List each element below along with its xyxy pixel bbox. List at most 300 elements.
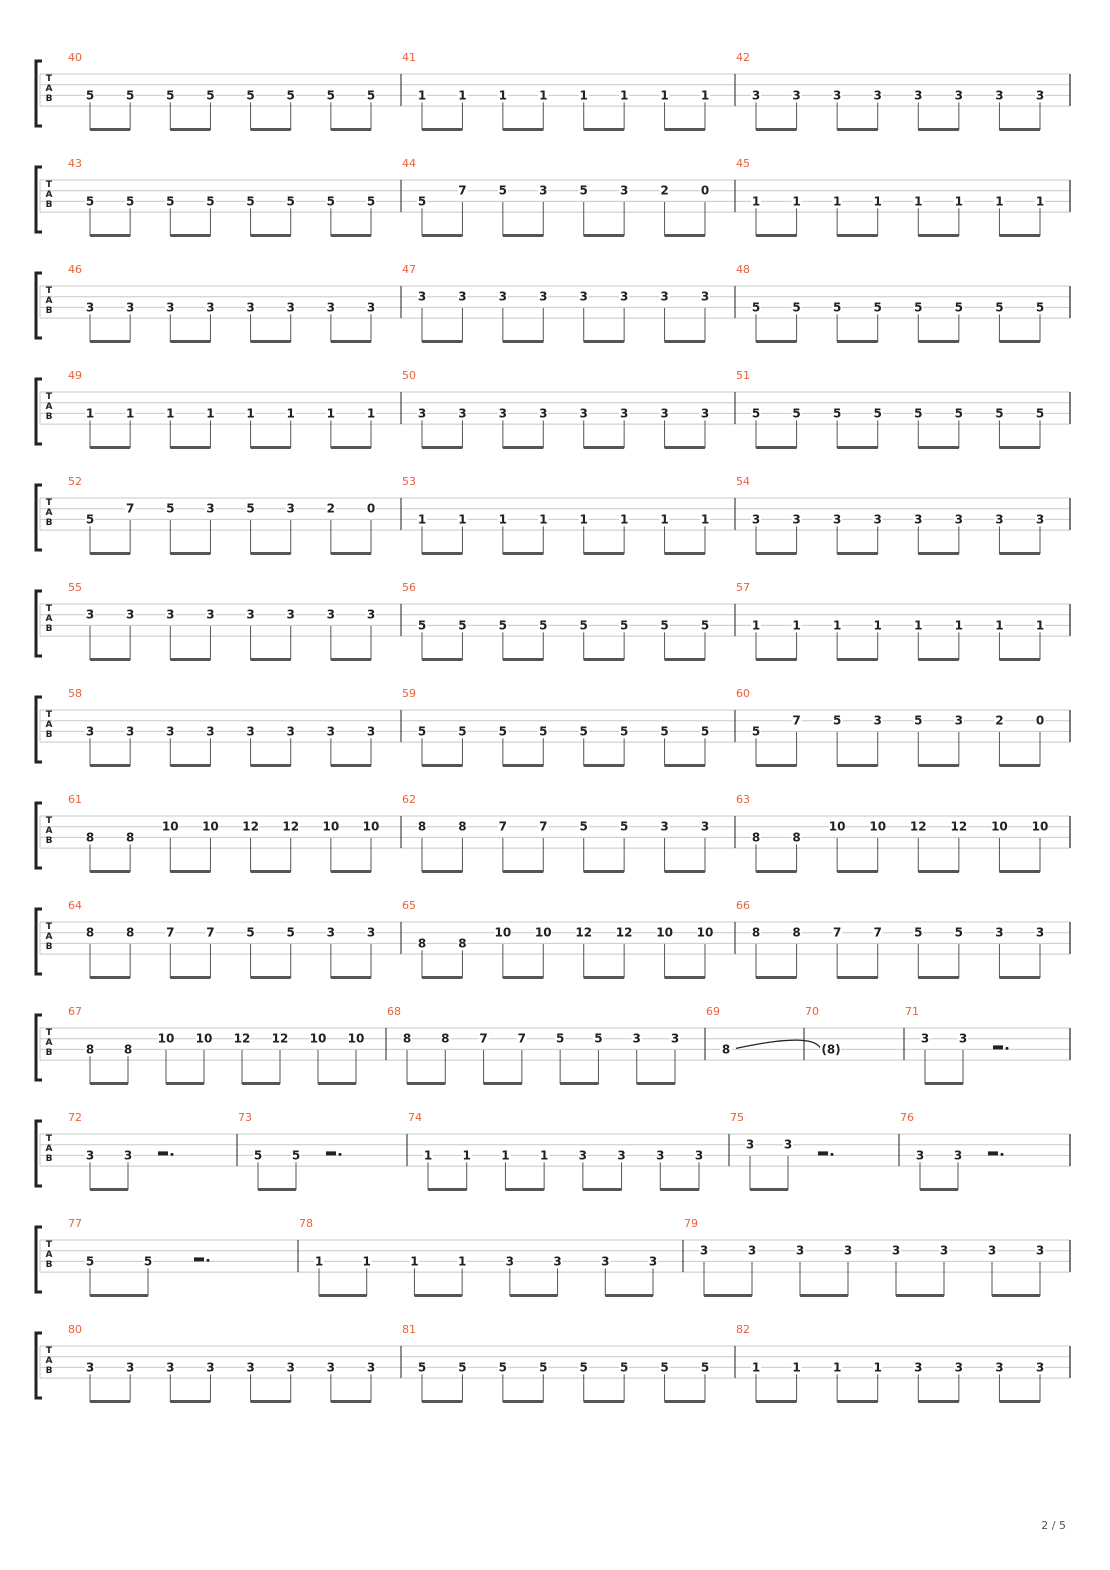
tab-note: 1 (326, 406, 336, 421)
tab-note: 3 (891, 1243, 901, 1258)
beam (242, 1082, 280, 1085)
measure-number: 71 (905, 1005, 919, 1018)
tab-note: 3 (751, 88, 761, 103)
tab-note: 3 (987, 1243, 997, 1258)
beam (637, 1082, 675, 1085)
tab-note: 3 (617, 1148, 626, 1163)
beam (170, 870, 210, 873)
tab-note: 3 (660, 406, 669, 421)
tab-note: 5 (417, 724, 427, 739)
tab-note: 3 (166, 607, 175, 622)
beam (422, 446, 462, 449)
measure (68, 157, 376, 237)
tab-note: 5 (253, 1148, 263, 1163)
beam (756, 552, 797, 555)
measure (299, 1217, 658, 1297)
tab-clef-letter: A (45, 1250, 53, 1260)
beam (837, 658, 878, 661)
tab-note: 3 (206, 300, 215, 315)
beam (422, 658, 462, 661)
beam (756, 234, 797, 237)
tab-note: 3 (206, 724, 215, 739)
tab-note: 3 (366, 300, 376, 315)
tab-clef-letter: B (45, 1048, 53, 1058)
beam (920, 1188, 958, 1191)
beam (837, 446, 878, 449)
tab-note: 1 (873, 194, 882, 209)
tab-note: 3 (832, 512, 842, 527)
beam (251, 128, 291, 131)
tab-clef-letter: T (45, 1346, 53, 1356)
beam (331, 552, 371, 555)
beam (331, 446, 371, 449)
tab-note: 1 (417, 88, 427, 103)
tab-note: 3 (995, 925, 1004, 940)
tab-note: 3 (995, 512, 1004, 527)
measure-number: 52 (68, 475, 82, 488)
beam (90, 1400, 130, 1403)
tab-note: (8) (821, 1042, 841, 1057)
measure-number: 72 (68, 1111, 82, 1124)
measure-number: 50 (402, 369, 416, 382)
measure-number: 69 (706, 1005, 720, 1018)
tab-note: 3 (366, 1360, 376, 1375)
beam (258, 1188, 296, 1191)
tab-note: 8 (85, 830, 95, 845)
tab-clef-letter: A (45, 1144, 53, 1154)
tab-note: 1 (914, 618, 923, 633)
beam (422, 976, 462, 979)
tab-note: 1 (1035, 194, 1045, 209)
system-bracket (36, 273, 42, 338)
beam (422, 234, 462, 237)
measure-number: 40 (68, 51, 82, 64)
measure-number: 44 (402, 157, 416, 170)
measure (736, 369, 1045, 449)
tab-note: 10 (656, 925, 673, 940)
beam (505, 1188, 544, 1191)
measure (402, 369, 710, 449)
tab-note: 3 (700, 289, 710, 304)
tab-note: 5 (498, 183, 508, 198)
tab-note: 3 (246, 607, 255, 622)
tab-note: 3 (670, 1031, 680, 1046)
tab-note: 3 (366, 925, 376, 940)
tab-note: 3 (286, 607, 295, 622)
beam (837, 1400, 878, 1403)
tab-note: 5 (619, 819, 629, 834)
tab-note: 3 (326, 724, 336, 739)
tab-clef-letter: B (45, 518, 53, 528)
beam (925, 1082, 963, 1085)
beam (918, 658, 959, 661)
tab-note: 3 (166, 1360, 175, 1375)
tab-note: 1 (286, 406, 295, 421)
tab-note: 5 (539, 724, 548, 739)
tab-note: 3 (953, 1148, 963, 1163)
tab-note: 1 (423, 1148, 433, 1163)
beam (665, 1400, 705, 1403)
rest-dot (1001, 1153, 1004, 1156)
tab-note: 5 (206, 88, 215, 103)
measure (238, 1111, 342, 1191)
tab-note: 3 (995, 1360, 1004, 1375)
tab-note: 12 (575, 925, 593, 940)
tab-note: 5 (660, 724, 669, 739)
beam (584, 976, 624, 979)
tab-note: 5 (619, 724, 629, 739)
system-bracket (36, 909, 42, 974)
tab-note: 12 (615, 925, 633, 940)
beam (503, 552, 543, 555)
tab-clef-letter: A (45, 614, 53, 624)
tab-clef-letter: B (45, 1366, 53, 1376)
tab-note: 1 (700, 512, 710, 527)
tab-note: 0 (366, 501, 376, 516)
beam (837, 870, 878, 873)
tab-note: 5 (286, 925, 295, 940)
tab-note: 8 (721, 1042, 731, 1057)
beam (999, 1400, 1040, 1403)
tab-note: 8 (751, 830, 761, 845)
tab-note: 5 (954, 925, 964, 940)
measure-number: 63 (736, 793, 750, 806)
tab-note: 3 (166, 300, 175, 315)
tab-note: 7 (539, 819, 548, 834)
beam (999, 552, 1040, 555)
tab-note: 3 (579, 289, 588, 304)
tab-note: 5 (873, 406, 882, 421)
measure-number: 45 (736, 157, 750, 170)
beam (251, 870, 291, 873)
tab-system (36, 475, 1070, 555)
beam (331, 976, 371, 979)
beam (170, 764, 210, 767)
beam (999, 234, 1040, 237)
tab-clef-letter: B (45, 412, 53, 422)
beam (704, 1294, 752, 1297)
tab-note: 1 (619, 512, 629, 527)
tab-note: 12 (282, 819, 300, 834)
tab-note: 3 (326, 607, 336, 622)
tab-note: 3 (843, 1243, 853, 1258)
tab-note: 3 (619, 406, 629, 421)
beam (584, 1400, 624, 1403)
beam (166, 1082, 204, 1085)
tab-note: 1 (539, 1148, 549, 1163)
measure (684, 1217, 1045, 1297)
tab-note: 1 (954, 618, 964, 633)
beam (422, 764, 462, 767)
tab-note: 3 (954, 713, 964, 728)
measure (68, 899, 376, 979)
beam (756, 446, 797, 449)
beam (510, 1294, 558, 1297)
tab-note: 10 (534, 925, 552, 940)
tab-note: 3 (206, 501, 215, 516)
tab-clef-letter: A (45, 402, 53, 412)
beam (422, 870, 462, 873)
tab-note: 1 (125, 406, 135, 421)
tab-note: 3 (832, 88, 842, 103)
beam (584, 128, 624, 131)
tab-note: 5 (166, 501, 175, 516)
tab-note: 2 (995, 713, 1004, 728)
tab-note: 5 (417, 618, 427, 633)
measure (736, 157, 1045, 237)
tab-note: 2 (660, 183, 669, 198)
tab-system (36, 687, 1070, 767)
beam (170, 1400, 210, 1403)
tab-note: 1 (314, 1254, 324, 1269)
tab-note: 1 (619, 88, 629, 103)
beam (170, 128, 210, 131)
tab-note: 10 (202, 819, 219, 834)
tab-note: 1 (1035, 618, 1045, 633)
beam (90, 1294, 148, 1297)
tab-note: 1 (751, 194, 761, 209)
tab-clef-letter: T (45, 1240, 53, 1250)
measure-number: 46 (68, 263, 82, 276)
tab-note: 5 (286, 88, 295, 103)
measure (402, 263, 710, 343)
tab-clef-letter: T (45, 498, 53, 508)
beam (331, 870, 371, 873)
tab-note: 3 (619, 183, 629, 198)
measure-number: 80 (68, 1323, 82, 1336)
tab-note: 3 (286, 1360, 295, 1375)
measure-number: 47 (402, 263, 416, 276)
beam (999, 340, 1040, 343)
beam (583, 1188, 622, 1191)
tab-note: 3 (246, 300, 255, 315)
measure-number: 74 (408, 1111, 422, 1124)
tab-note: 3 (660, 289, 669, 304)
beam (251, 446, 291, 449)
tab-note: 5 (619, 618, 629, 633)
beam (90, 340, 130, 343)
tab-note: 8 (417, 819, 427, 834)
beam (90, 870, 130, 873)
beam (170, 446, 210, 449)
tab-note: 10 (696, 925, 714, 940)
beam (422, 128, 462, 131)
tab-note: 3 (694, 1148, 704, 1163)
tab-note: 5 (619, 1360, 629, 1375)
beam (560, 1082, 598, 1085)
tab-note: 8 (441, 1031, 450, 1046)
tab-note: 3 (326, 1360, 336, 1375)
beam (918, 764, 959, 767)
tab-note: 12 (909, 819, 927, 834)
tab-note: 3 (85, 1360, 95, 1375)
beam (584, 234, 624, 237)
tab-note: 3 (578, 1148, 588, 1163)
tab-clef-letter: T (45, 74, 53, 84)
tab-note: 3 (553, 1254, 562, 1269)
beam (331, 340, 371, 343)
tab-note: 1 (914, 194, 923, 209)
tab-note: 3 (1035, 512, 1045, 527)
tab-note: 1 (539, 88, 548, 103)
beam (90, 552, 130, 555)
rest-dot (207, 1259, 210, 1262)
beam (756, 658, 797, 661)
beam (584, 658, 624, 661)
beam (918, 340, 959, 343)
tab-note: 12 (271, 1031, 289, 1046)
beam (665, 446, 705, 449)
tab-note: 8 (792, 925, 801, 940)
measure-number: 42 (736, 51, 750, 64)
beam (503, 870, 543, 873)
tab-note: 3 (1035, 925, 1045, 940)
measure-number: 64 (68, 899, 82, 912)
beam (422, 1400, 462, 1403)
tab-note: 3 (166, 724, 175, 739)
measure (905, 1005, 1009, 1085)
rest-dot (339, 1153, 342, 1156)
beam (750, 1188, 788, 1191)
beam (837, 552, 878, 555)
tab-note: 5 (700, 724, 710, 739)
tab-note: 3 (873, 713, 882, 728)
tab-note: 7 (498, 819, 508, 834)
measure-number: 68 (387, 1005, 401, 1018)
measure-number: 78 (299, 1217, 313, 1230)
beam (331, 234, 371, 237)
measure (736, 581, 1045, 661)
tab-note: 3 (366, 724, 376, 739)
tab-note: 0 (1035, 713, 1045, 728)
measure-number: 59 (402, 687, 416, 700)
measure-number: 76 (900, 1111, 914, 1124)
tab-note: 5 (498, 618, 508, 633)
beam (918, 446, 959, 449)
measure (402, 581, 710, 661)
tab-note: 3 (498, 289, 508, 304)
tab-note: 1 (85, 406, 95, 421)
beam (90, 128, 130, 131)
tab-note: 5 (326, 88, 336, 103)
tab-note: 5 (539, 618, 548, 633)
tab-system (36, 51, 1070, 131)
tab-note: 5 (579, 183, 588, 198)
beam (999, 658, 1040, 661)
beam (503, 1400, 543, 1403)
tab-note: 1 (457, 1254, 467, 1269)
beam (999, 764, 1040, 767)
tab-note: 3 (914, 88, 923, 103)
tab-note: 5 (832, 713, 842, 728)
tab-note: 5 (498, 1360, 508, 1375)
tab-note: 1 (579, 88, 588, 103)
tab-note: 5 (954, 300, 964, 315)
beam (665, 128, 705, 131)
beam (90, 976, 130, 979)
measure (68, 793, 379, 873)
beam (503, 340, 543, 343)
beam (665, 976, 705, 979)
tab-note: 5 (579, 819, 588, 834)
tab-system (36, 793, 1070, 873)
tab-note: 7 (125, 501, 135, 516)
half-rest (988, 1151, 998, 1155)
tab-note: 5 (246, 88, 255, 103)
beam (331, 658, 371, 661)
tab-clef-letter: T (45, 604, 53, 614)
measure (730, 1111, 834, 1191)
tab-clef-letter: B (45, 1260, 53, 1270)
measure-number: 81 (402, 1323, 416, 1336)
beam (331, 764, 371, 767)
rest-dot (831, 1153, 834, 1156)
tab-note: 10 (362, 819, 380, 834)
tab-note: 5 (458, 1360, 467, 1375)
tab-note: 5 (366, 194, 376, 209)
measure-number: 57 (736, 581, 750, 594)
tab-note: 3 (954, 88, 964, 103)
tab-note: 8 (417, 936, 427, 951)
measure (68, 51, 376, 131)
beam (665, 234, 705, 237)
tab-note: 5 (326, 194, 336, 209)
beam (999, 870, 1040, 873)
tab-note: 10 (195, 1031, 213, 1046)
tab-note: 3 (125, 300, 135, 315)
tab-clef-letter: A (45, 296, 53, 306)
tab-clef-letter: T (45, 1134, 53, 1144)
beam (605, 1294, 653, 1297)
tab-note: 3 (1035, 88, 1045, 103)
tab-note: 1 (995, 618, 1004, 633)
tab-note: 10 (309, 1031, 327, 1046)
beam (90, 658, 130, 661)
measure (68, 581, 376, 661)
tab-note: 8 (458, 819, 467, 834)
tab-clef-letter: B (45, 94, 53, 104)
tab-note: 5 (914, 300, 923, 315)
measure (900, 1111, 1004, 1191)
measure (736, 899, 1045, 979)
beam (837, 234, 878, 237)
beam (251, 1400, 291, 1403)
tab-note: 1 (873, 618, 882, 633)
tab-note: 1 (954, 194, 964, 209)
tab-note: 5 (458, 724, 467, 739)
beam (503, 764, 543, 767)
measure (736, 1323, 1045, 1403)
beam (90, 234, 130, 237)
tab-note: 1 (792, 618, 801, 633)
measure-number: 54 (736, 475, 750, 488)
beam (665, 870, 705, 873)
tab-note: 7 (832, 925, 842, 940)
beam (660, 1188, 699, 1191)
measure (68, 1217, 210, 1297)
beam (331, 128, 371, 131)
tab-note: 5 (954, 406, 964, 421)
tab-note: 5 (792, 406, 801, 421)
beam (503, 234, 543, 237)
beam (90, 1188, 128, 1191)
measure (402, 899, 713, 979)
measure-number: 51 (736, 369, 750, 382)
tab-system (36, 1005, 1070, 1085)
tab-clef-letter: T (45, 180, 53, 190)
tab-note: 3 (792, 512, 801, 527)
tab-note: 10 (494, 925, 512, 940)
